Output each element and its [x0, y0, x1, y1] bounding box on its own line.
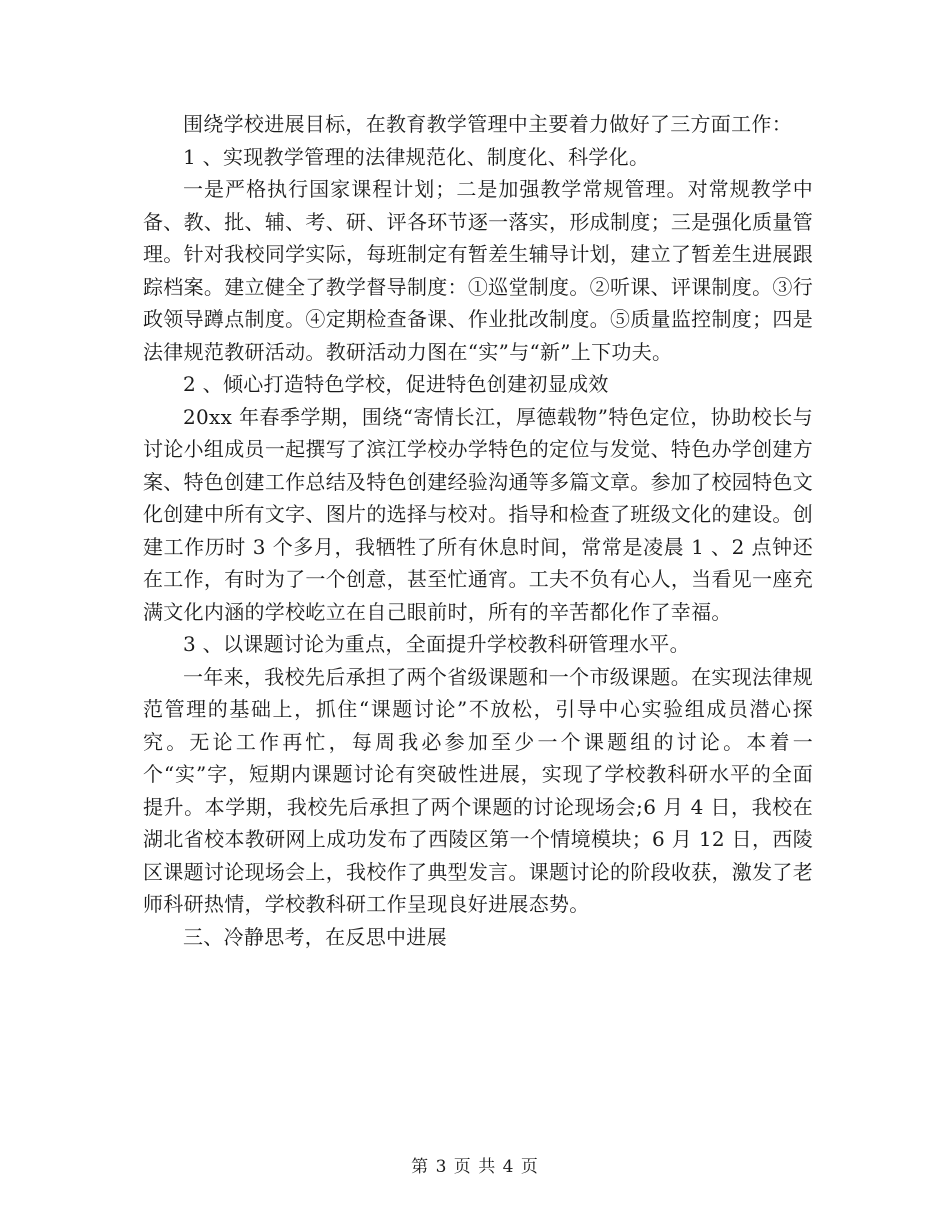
section-heading-1: 1 、实现教学管理的法律规范化、制度化、科学化。 [183, 144, 650, 169]
paragraph-intro: 围绕学校进展目标，在教育教学管理中主要着力做好了三方面工作： [183, 112, 792, 136]
paragraph-school-feature: 20xx 年春季学期，围绕“寄情长江，厚德载物”特色定位，协助校长与讨论小组成员一起撰写了滨江学校办学特色的定位与发觉、特色办学创建方案、特色创建工作总结及特色创建经验沟通等多篇文章。参加了校园特色文化创建中所有文字、图片的选择与校对。指导和检查了班级文化的建设。创建工作历时 3 个多月，我牺牲了所有休息时间，常常是凌晨 1 、2 点钟还在工作，有时为了一个创意，甚至忙通宵。工夫不负有心人，当看见一座充满文化内涵的学校屹立在自己眼前时，所有的辛苦都化作了幸福。 [143, 404, 813, 624]
section-heading-2: 2 、倾心打造特色学校，促进特色创建初显成效 [183, 372, 609, 396]
paragraph-research: 一年来，我校先后承担了两个省级课题和一个市级课题。在实现法律规范管理的基础上，抓住“课题讨论”不放松，引导中心实验组成员潜心探究。无论工作再忙，每周我必参加至少一个课题组的讨论。本着一个“实”字，短期内课题讨论有突破性进展，实现了学校教科研水平的全面提升。本学期，我校先后承担了两个课题的讨论现场会;6 月 4 日，我校在湖北省校本教研网上成功发布了西陵区第一个情境模块；6 月 12 日，西陵区课题讨论现场会上，我校作了典型发言。课题讨论的阶段收获，激发了老师科研热情，学校教科研工作呈现良好进展态势。 [143, 664, 813, 916]
page-number-footer: 第 3 页 共 4 页 [411, 1157, 539, 1177]
body-text [143, 108, 813, 953]
section-heading-reflection: 三、冷静思考，在反思中进展 [183, 924, 447, 949]
section-heading-3: 3 、以课题讨论为重点，全面提升学校教科研管理水平。 [183, 632, 690, 656]
paragraph-teaching-management: 一是严格执行国家课程计划；二是加强教学常规管理。对常规教学中备、教、批、辅、考、研、评各环节逐一落实，形成制度；三是强化质量管理。针对我校同学实际，每班制定有暂差生辅导计划，建立了暂差生进展跟踪档案。建立健全了教学督导制度：①巡堂制度。②听课、评课制度。③行政领导蹲点制度。④定期检查备课、作业批改制度。⑤质量监控制度；四是法律规范教研活动。教研活动力图在“实”与“新”上下功夫。 [143, 177, 813, 364]
